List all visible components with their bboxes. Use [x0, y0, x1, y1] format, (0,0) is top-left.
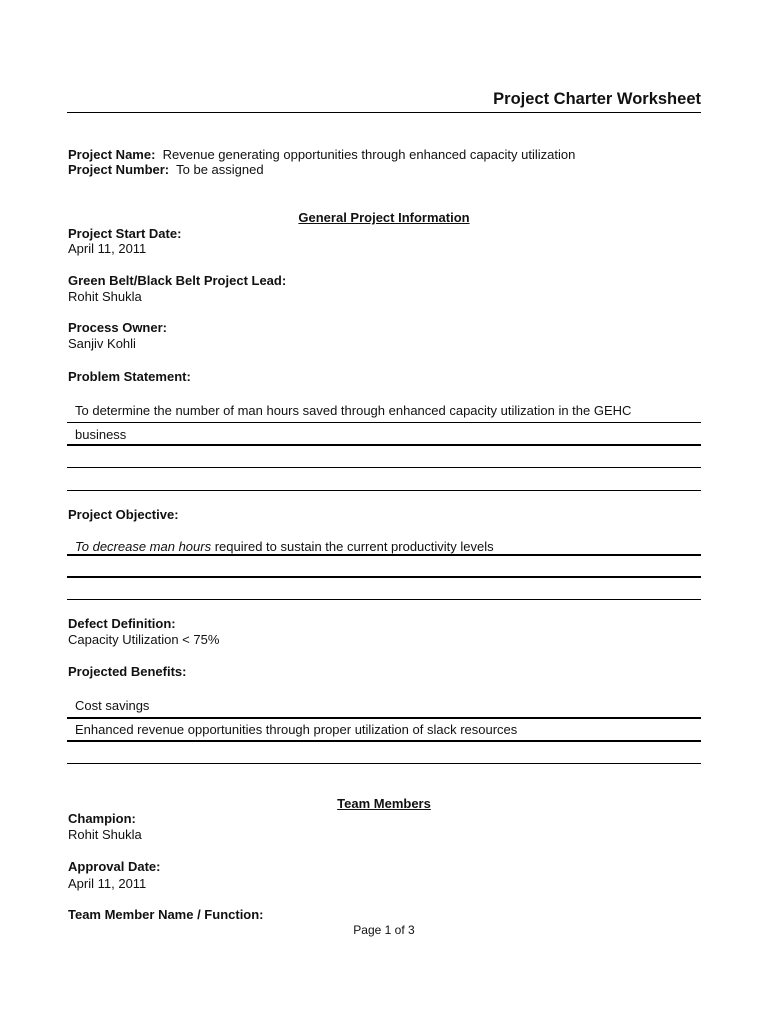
start-date-value: April 11, 2011 [68, 241, 147, 256]
objective-italic-text: To decrease man hours [75, 539, 212, 554]
champion-value: Rohit Shukla [68, 827, 142, 842]
problem-statement-label: Problem Statement: [68, 369, 191, 384]
objective-rule-3 [67, 599, 701, 600]
project-lead-label: Green Belt/Black Belt Project Lead: [68, 273, 287, 288]
problem-rule-2 [67, 444, 701, 446]
process-owner-label: Process Owner: [68, 320, 167, 335]
problem-statement-line-2: business [75, 427, 127, 442]
project-name-row [68, 147, 575, 162]
start-date-label: Project Start Date: [68, 226, 182, 241]
objective-rule-1 [67, 554, 701, 556]
approval-date-label: Approval Date: [68, 859, 161, 874]
team-members-heading: Team Members [337, 796, 431, 811]
approval-date-value: April 11, 2011 [68, 876, 147, 891]
benefit-item-1: Cost savings [75, 698, 150, 713]
project-number-label: Project Number: [68, 162, 170, 177]
defect-definition-label: Defect Definition: [68, 616, 176, 631]
project-number-row [68, 162, 264, 177]
problem-statement-line-1: To determine the number of man hours saved through enhanced capacity utilization in the GEHC [75, 403, 632, 418]
champion-label: Champion: [68, 811, 136, 826]
project-objective-label: Project Objective: [68, 507, 179, 522]
project-lead-value: Rohit Shukla [68, 289, 142, 304]
project-number-value: To be assigned [176, 162, 264, 177]
team-member-label: Team Member Name / Function: [68, 907, 264, 922]
objective-rule-2 [67, 576, 701, 578]
objective-rest-text: required to sustain the current productivity levels [211, 539, 494, 554]
projected-benefits-label: Projected Benefits: [68, 664, 187, 679]
process-owner-value: Sanjiv Kohli [68, 336, 136, 351]
project-name-value: Revenue generating opportunities through enhanced capacity utilization [162, 147, 576, 162]
benefit-item-2: Enhanced revenue opportunities through proper utilization of slack resources [75, 722, 518, 737]
problem-rule-1 [67, 422, 701, 423]
general-info-heading: General Project Information [298, 210, 470, 225]
benefits-rule-1 [67, 717, 701, 719]
general-info-heading-wrap [0, 210, 768, 225]
project-objective-text [75, 539, 494, 554]
defect-definition-value: Capacity Utilization < 75% [68, 632, 220, 647]
title-divider [67, 112, 701, 113]
project-name-label: Project Name: [68, 147, 156, 162]
problem-rule-3 [67, 467, 701, 468]
problem-rule-4 [67, 490, 701, 491]
document-title: Project Charter Worksheet [493, 90, 701, 108]
page-number: Page 1 of 3 [353, 923, 415, 937]
team-heading-wrap [0, 796, 768, 811]
benefits-rule-2 [67, 740, 701, 742]
benefits-rule-3 [67, 763, 701, 764]
